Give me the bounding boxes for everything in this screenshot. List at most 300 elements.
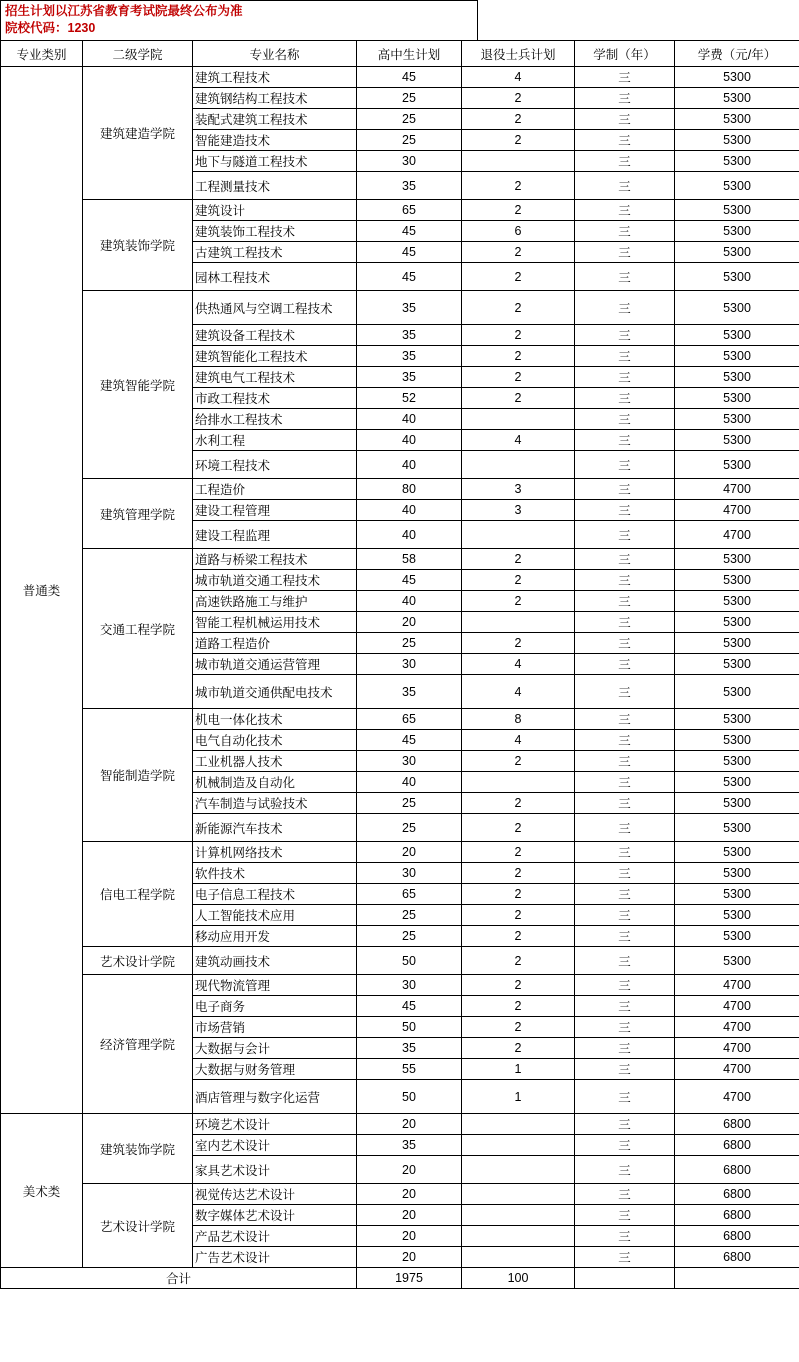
cell-years: 三 bbox=[575, 130, 675, 151]
cell-fee: 6800 bbox=[675, 1114, 799, 1135]
cell-veteran: 4 bbox=[462, 430, 575, 451]
cell-fee: 5300 bbox=[675, 675, 799, 709]
cell-plan: 40 bbox=[357, 591, 462, 612]
cell-total-veteran: 100 bbox=[462, 1268, 575, 1289]
cell-fee: 5300 bbox=[675, 151, 799, 172]
cell-college: 经济管理学院 bbox=[83, 975, 193, 1114]
cell-fee: 6800 bbox=[675, 1184, 799, 1205]
cell-major: 给排水工程技术 bbox=[193, 409, 357, 430]
cell-plan: 25 bbox=[357, 130, 462, 151]
cell-veteran: 2 bbox=[462, 863, 575, 884]
cell-years: 三 bbox=[575, 884, 675, 905]
cell-years: 三 bbox=[575, 242, 675, 263]
cell-fee: 5300 bbox=[675, 905, 799, 926]
cell-major: 视觉传达艺术设计 bbox=[193, 1184, 357, 1205]
cell-major: 建筑设备工程技术 bbox=[193, 325, 357, 346]
cell-fee: 5300 bbox=[675, 612, 799, 633]
cell-veteran bbox=[462, 1114, 575, 1135]
cell-major: 人工智能技术应用 bbox=[193, 905, 357, 926]
cell-years: 三 bbox=[575, 346, 675, 367]
cell-years: 三 bbox=[575, 263, 675, 291]
cell-fee: 5300 bbox=[675, 751, 799, 772]
cell-major: 工程测量技术 bbox=[193, 172, 357, 200]
cell-plan: 65 bbox=[357, 884, 462, 905]
cell-veteran: 2 bbox=[462, 172, 575, 200]
cell-major: 现代物流管理 bbox=[193, 975, 357, 996]
table-row bbox=[1, 947, 799, 975]
cell-plan: 20 bbox=[357, 1205, 462, 1226]
cell-plan: 65 bbox=[357, 709, 462, 730]
cell-plan: 35 bbox=[357, 1135, 462, 1156]
cell-fee: 6800 bbox=[675, 1135, 799, 1156]
cell-major: 机电一体化技术 bbox=[193, 709, 357, 730]
cell-veteran: 2 bbox=[462, 751, 575, 772]
cell-fee: 5300 bbox=[675, 633, 799, 654]
cell-college: 建筑装饰学院 bbox=[83, 1114, 193, 1184]
cell-major: 电子信息工程技术 bbox=[193, 884, 357, 905]
cell-fee: 5300 bbox=[675, 814, 799, 842]
cell-plan: 55 bbox=[357, 1059, 462, 1080]
cell-plan: 25 bbox=[357, 88, 462, 109]
cell-veteran: 4 bbox=[462, 675, 575, 709]
cell-veteran: 6 bbox=[462, 221, 575, 242]
cell-major: 市政工程技术 bbox=[193, 388, 357, 409]
cell-plan: 65 bbox=[357, 200, 462, 221]
cell-years: 三 bbox=[575, 500, 675, 521]
cell-years: 三 bbox=[575, 947, 675, 975]
cell-veteran: 2 bbox=[462, 926, 575, 947]
cell-years: 三 bbox=[575, 709, 675, 730]
cell-plan: 50 bbox=[357, 1017, 462, 1038]
table-header-row bbox=[1, 41, 799, 67]
cell-fee: 5300 bbox=[675, 130, 799, 151]
cell-fee: 4700 bbox=[675, 1080, 799, 1114]
cell-veteran: 4 bbox=[462, 67, 575, 88]
table-row bbox=[1, 1184, 799, 1205]
cell-fee: 4700 bbox=[675, 975, 799, 996]
notice-box bbox=[0, 0, 478, 40]
cell-fee: 4700 bbox=[675, 479, 799, 500]
cell-major: 软件技术 bbox=[193, 863, 357, 884]
cell-major: 建筑设计 bbox=[193, 200, 357, 221]
cell-total-plan: 1975 bbox=[357, 1268, 462, 1289]
cell-major: 家具艺术设计 bbox=[193, 1156, 357, 1184]
cell-veteran: 2 bbox=[462, 109, 575, 130]
cell-veteran: 2 bbox=[462, 905, 575, 926]
cell-veteran: 3 bbox=[462, 500, 575, 521]
header-veteran: 退役士兵计划 bbox=[462, 41, 575, 67]
cell-fee: 6800 bbox=[675, 1205, 799, 1226]
cell-plan: 40 bbox=[357, 430, 462, 451]
cell-major: 装配式建筑工程技术 bbox=[193, 109, 357, 130]
cell-veteran bbox=[462, 1135, 575, 1156]
cell-veteran: 2 bbox=[462, 570, 575, 591]
cell-veteran: 4 bbox=[462, 654, 575, 675]
cell-years: 三 bbox=[575, 221, 675, 242]
cell-fee: 5300 bbox=[675, 291, 799, 325]
cell-years: 三 bbox=[575, 151, 675, 172]
cell-veteran: 2 bbox=[462, 200, 575, 221]
cell-veteran: 2 bbox=[462, 996, 575, 1017]
cell-major: 建设工程管理 bbox=[193, 500, 357, 521]
cell-years: 三 bbox=[575, 388, 675, 409]
cell-veteran: 2 bbox=[462, 1017, 575, 1038]
cell-major: 城市轨道交通工程技术 bbox=[193, 570, 357, 591]
cell-fee: 5300 bbox=[675, 409, 799, 430]
table-row bbox=[1, 975, 799, 996]
cell-years: 三 bbox=[575, 409, 675, 430]
cell-plan: 30 bbox=[357, 654, 462, 675]
cell-major: 供热通风与空调工程技术 bbox=[193, 291, 357, 325]
cell-major: 智能建造技术 bbox=[193, 130, 357, 151]
cell-major: 环境工程技术 bbox=[193, 451, 357, 479]
cell-veteran bbox=[462, 1226, 575, 1247]
cell-plan: 35 bbox=[357, 325, 462, 346]
cell-major: 建筑动画技术 bbox=[193, 947, 357, 975]
cell-veteran: 2 bbox=[462, 793, 575, 814]
cell-veteran: 2 bbox=[462, 325, 575, 346]
cell-major: 道路工程造价 bbox=[193, 633, 357, 654]
cell-years: 三 bbox=[575, 1038, 675, 1059]
cell-college: 交通工程学院 bbox=[83, 549, 193, 709]
cell-veteran: 2 bbox=[462, 263, 575, 291]
cell-years: 三 bbox=[575, 814, 675, 842]
cell-major: 新能源汽车技术 bbox=[193, 814, 357, 842]
header-years: 学制（年） bbox=[575, 41, 675, 67]
cell-fee: 5300 bbox=[675, 430, 799, 451]
cell-fee: 5300 bbox=[675, 709, 799, 730]
cell-plan: 25 bbox=[357, 905, 462, 926]
table-row bbox=[1, 842, 799, 863]
cell-college: 艺术设计学院 bbox=[83, 1184, 193, 1268]
header-category: 专业类别 bbox=[1, 41, 83, 67]
cell-years: 三 bbox=[575, 1226, 675, 1247]
cell-category: 美术类 bbox=[1, 1114, 83, 1268]
table-row bbox=[1, 67, 799, 88]
cell-veteran bbox=[462, 1184, 575, 1205]
cell-major: 室内艺术设计 bbox=[193, 1135, 357, 1156]
cell-veteran: 2 bbox=[462, 367, 575, 388]
cell-years: 三 bbox=[575, 172, 675, 200]
cell-years: 三 bbox=[575, 325, 675, 346]
cell-years: 三 bbox=[575, 67, 675, 88]
table-row bbox=[1, 709, 799, 730]
cell-veteran: 2 bbox=[462, 591, 575, 612]
table-body bbox=[1, 67, 799, 1289]
cell-fee: 4700 bbox=[675, 996, 799, 1017]
cell-veteran: 3 bbox=[462, 479, 575, 500]
cell-veteran: 2 bbox=[462, 842, 575, 863]
cell-years: 三 bbox=[575, 1080, 675, 1114]
cell-major: 电气自动化技术 bbox=[193, 730, 357, 751]
cell-plan: 52 bbox=[357, 388, 462, 409]
cell-college: 信电工程学院 bbox=[83, 842, 193, 947]
cell-major: 建筑电气工程技术 bbox=[193, 367, 357, 388]
cell-plan: 25 bbox=[357, 814, 462, 842]
cell-fee: 4700 bbox=[675, 1017, 799, 1038]
cell-fee: 5300 bbox=[675, 200, 799, 221]
enrollment-plan-table bbox=[0, 40, 799, 1289]
cell-veteran bbox=[462, 772, 575, 793]
cell-fee: 5300 bbox=[675, 863, 799, 884]
cell-major: 广告艺术设计 bbox=[193, 1247, 357, 1268]
cell-years: 三 bbox=[575, 1059, 675, 1080]
cell-fee: 5300 bbox=[675, 570, 799, 591]
cell-veteran: 1 bbox=[462, 1080, 575, 1114]
cell-years: 三 bbox=[575, 793, 675, 814]
table-row bbox=[1, 200, 799, 221]
cell-years: 三 bbox=[575, 591, 675, 612]
cell-college: 建筑智能学院 bbox=[83, 291, 193, 479]
cell-major: 电子商务 bbox=[193, 996, 357, 1017]
cell-major: 建筑装饰工程技术 bbox=[193, 221, 357, 242]
cell-veteran: 2 bbox=[462, 633, 575, 654]
cell-years: 三 bbox=[575, 521, 675, 549]
cell-major: 建筑智能化工程技术 bbox=[193, 346, 357, 367]
header-fee: 学费（元/年） bbox=[675, 41, 799, 67]
cell-veteran bbox=[462, 1247, 575, 1268]
cell-fee: 5300 bbox=[675, 88, 799, 109]
cell-fee: 5300 bbox=[675, 67, 799, 88]
cell-major: 酒店管理与数字化运营 bbox=[193, 1080, 357, 1114]
cell-years: 三 bbox=[575, 109, 675, 130]
cell-veteran bbox=[462, 451, 575, 479]
school-code-value: 1230 bbox=[67, 21, 96, 35]
cell-veteran bbox=[462, 151, 575, 172]
cell-plan: 25 bbox=[357, 793, 462, 814]
cell-fee: 5300 bbox=[675, 109, 799, 130]
cell-college: 建筑管理学院 bbox=[83, 479, 193, 549]
cell-major: 工业机器人技术 bbox=[193, 751, 357, 772]
cell-fee: 5300 bbox=[675, 451, 799, 479]
cell-veteran bbox=[462, 1156, 575, 1184]
cell-major: 数字媒体艺术设计 bbox=[193, 1205, 357, 1226]
cell-major: 市场营销 bbox=[193, 1017, 357, 1038]
cell-plan: 45 bbox=[357, 221, 462, 242]
cell-major: 建筑钢结构工程技术 bbox=[193, 88, 357, 109]
cell-fee: 4700 bbox=[675, 1038, 799, 1059]
cell-plan: 35 bbox=[357, 1038, 462, 1059]
cell-years: 三 bbox=[575, 1114, 675, 1135]
cell-years: 三 bbox=[575, 570, 675, 591]
cell-plan: 80 bbox=[357, 479, 462, 500]
cell-fee: 6800 bbox=[675, 1247, 799, 1268]
school-code-label: 院校代码： bbox=[5, 21, 68, 35]
cell-years: 三 bbox=[575, 200, 675, 221]
cell-plan: 40 bbox=[357, 772, 462, 793]
cell-fee: 6800 bbox=[675, 1156, 799, 1184]
cell-fee: 5300 bbox=[675, 772, 799, 793]
cell-fee: 5300 bbox=[675, 346, 799, 367]
cell-veteran: 2 bbox=[462, 242, 575, 263]
cell-fee: 4700 bbox=[675, 500, 799, 521]
cell-plan: 40 bbox=[357, 500, 462, 521]
cell-college: 建筑装饰学院 bbox=[83, 200, 193, 291]
cell-major: 城市轨道交通供配电技术 bbox=[193, 675, 357, 709]
cell-years: 三 bbox=[575, 1017, 675, 1038]
cell-major: 大数据与会计 bbox=[193, 1038, 357, 1059]
cell-plan: 20 bbox=[357, 842, 462, 863]
cell-veteran: 2 bbox=[462, 814, 575, 842]
cell-fee: 5300 bbox=[675, 221, 799, 242]
cell-years: 三 bbox=[575, 367, 675, 388]
cell-category: 普通类 bbox=[1, 67, 83, 1114]
cell-plan: 20 bbox=[357, 612, 462, 633]
cell-fee: 5300 bbox=[675, 926, 799, 947]
cell-plan: 25 bbox=[357, 633, 462, 654]
cell-years: 三 bbox=[575, 772, 675, 793]
cell-veteran bbox=[462, 521, 575, 549]
cell-veteran bbox=[462, 1205, 575, 1226]
cell-years: 三 bbox=[575, 863, 675, 884]
cell-major: 工程造价 bbox=[193, 479, 357, 500]
notice-line-1: 招生计划以江苏省教育考试院最终公布为准 bbox=[5, 4, 243, 18]
cell-plan: 50 bbox=[357, 947, 462, 975]
cell-veteran bbox=[462, 612, 575, 633]
cell-fee: 5300 bbox=[675, 730, 799, 751]
table-header bbox=[1, 41, 799, 67]
cell-college: 建筑建造学院 bbox=[83, 67, 193, 200]
cell-fee: 5300 bbox=[675, 242, 799, 263]
cell-veteran: 8 bbox=[462, 709, 575, 730]
cell-major: 城市轨道交通运营管理 bbox=[193, 654, 357, 675]
cell-years: 三 bbox=[575, 926, 675, 947]
cell-years: 三 bbox=[575, 479, 675, 500]
cell-years: 三 bbox=[575, 675, 675, 709]
cell-veteran: 2 bbox=[462, 88, 575, 109]
cell-years: 三 bbox=[575, 905, 675, 926]
cell-fee: 5300 bbox=[675, 388, 799, 409]
cell-major: 建筑工程技术 bbox=[193, 67, 357, 88]
cell-plan: 35 bbox=[357, 367, 462, 388]
cell-major: 环境艺术设计 bbox=[193, 1114, 357, 1135]
cell-years: 三 bbox=[575, 88, 675, 109]
cell-plan: 35 bbox=[357, 675, 462, 709]
table-row bbox=[1, 479, 799, 500]
cell-total-fee bbox=[675, 1268, 799, 1289]
cell-veteran: 2 bbox=[462, 388, 575, 409]
cell-fee: 5300 bbox=[675, 947, 799, 975]
cell-plan: 58 bbox=[357, 549, 462, 570]
cell-years: 三 bbox=[575, 612, 675, 633]
cell-fee: 4700 bbox=[675, 1059, 799, 1080]
cell-years: 三 bbox=[575, 291, 675, 325]
cell-fee: 5300 bbox=[675, 842, 799, 863]
table-row bbox=[1, 291, 799, 325]
cell-total-years bbox=[575, 1268, 675, 1289]
cell-veteran: 4 bbox=[462, 730, 575, 751]
cell-years: 三 bbox=[575, 1135, 675, 1156]
cell-fee: 5300 bbox=[675, 172, 799, 200]
cell-veteran: 2 bbox=[462, 346, 575, 367]
cell-veteran: 2 bbox=[462, 947, 575, 975]
cell-veteran: 1 bbox=[462, 1059, 575, 1080]
cell-veteran: 2 bbox=[462, 291, 575, 325]
cell-fee: 5300 bbox=[675, 263, 799, 291]
cell-total-label: 合计 bbox=[1, 1268, 357, 1289]
cell-fee: 5300 bbox=[675, 549, 799, 570]
cell-veteran: 2 bbox=[462, 1038, 575, 1059]
cell-veteran bbox=[462, 409, 575, 430]
cell-major: 建设工程监理 bbox=[193, 521, 357, 549]
cell-major: 移动应用开发 bbox=[193, 926, 357, 947]
cell-plan: 45 bbox=[357, 263, 462, 291]
table-total-row bbox=[1, 1268, 799, 1289]
notice-line-2 bbox=[5, 20, 473, 37]
cell-plan: 20 bbox=[357, 1156, 462, 1184]
cell-plan: 20 bbox=[357, 1226, 462, 1247]
cell-years: 三 bbox=[575, 1184, 675, 1205]
cell-major: 古建筑工程技术 bbox=[193, 242, 357, 263]
cell-plan: 20 bbox=[357, 1114, 462, 1135]
cell-years: 三 bbox=[575, 549, 675, 570]
cell-major: 大数据与财务管理 bbox=[193, 1059, 357, 1080]
cell-major: 道路与桥梁工程技术 bbox=[193, 549, 357, 570]
table-row bbox=[1, 1114, 799, 1135]
cell-major: 水利工程 bbox=[193, 430, 357, 451]
cell-years: 三 bbox=[575, 842, 675, 863]
cell-plan: 35 bbox=[357, 172, 462, 200]
cell-fee: 5300 bbox=[675, 591, 799, 612]
cell-plan: 45 bbox=[357, 242, 462, 263]
cell-fee: 6800 bbox=[675, 1226, 799, 1247]
cell-plan: 25 bbox=[357, 926, 462, 947]
cell-years: 三 bbox=[575, 633, 675, 654]
cell-years: 三 bbox=[575, 1156, 675, 1184]
cell-major: 汽车制造与试验技术 bbox=[193, 793, 357, 814]
cell-plan: 30 bbox=[357, 751, 462, 772]
cell-years: 三 bbox=[575, 430, 675, 451]
cell-plan: 30 bbox=[357, 151, 462, 172]
cell-plan: 20 bbox=[357, 1184, 462, 1205]
cell-years: 三 bbox=[575, 996, 675, 1017]
table-row bbox=[1, 549, 799, 570]
cell-veteran: 2 bbox=[462, 884, 575, 905]
cell-fee: 5300 bbox=[675, 793, 799, 814]
cell-fee: 5300 bbox=[675, 654, 799, 675]
cell-fee: 5300 bbox=[675, 884, 799, 905]
cell-veteran: 2 bbox=[462, 549, 575, 570]
cell-major: 高速铁路施工与维护 bbox=[193, 591, 357, 612]
cell-years: 三 bbox=[575, 451, 675, 479]
cell-fee: 5300 bbox=[675, 367, 799, 388]
cell-plan: 45 bbox=[357, 730, 462, 751]
header-major: 专业名称 bbox=[193, 41, 357, 67]
cell-college: 艺术设计学院 bbox=[83, 947, 193, 975]
cell-major: 计算机网络技术 bbox=[193, 842, 357, 863]
cell-veteran: 2 bbox=[462, 975, 575, 996]
cell-plan: 50 bbox=[357, 1080, 462, 1114]
cell-plan: 35 bbox=[357, 346, 462, 367]
cell-fee: 4700 bbox=[675, 521, 799, 549]
cell-major: 地下与隧道工程技术 bbox=[193, 151, 357, 172]
cell-years: 三 bbox=[575, 751, 675, 772]
cell-plan: 25 bbox=[357, 109, 462, 130]
cell-plan: 30 bbox=[357, 975, 462, 996]
cell-years: 三 bbox=[575, 1247, 675, 1268]
cell-years: 三 bbox=[575, 730, 675, 751]
cell-plan: 45 bbox=[357, 996, 462, 1017]
cell-plan: 40 bbox=[357, 451, 462, 479]
header-college: 二级学院 bbox=[83, 41, 193, 67]
cell-years: 三 bbox=[575, 1205, 675, 1226]
cell-major: 智能工程机械运用技术 bbox=[193, 612, 357, 633]
cell-plan: 45 bbox=[357, 570, 462, 591]
cell-veteran: 2 bbox=[462, 130, 575, 151]
cell-plan: 40 bbox=[357, 521, 462, 549]
cell-fee: 5300 bbox=[675, 325, 799, 346]
cell-plan: 30 bbox=[357, 863, 462, 884]
